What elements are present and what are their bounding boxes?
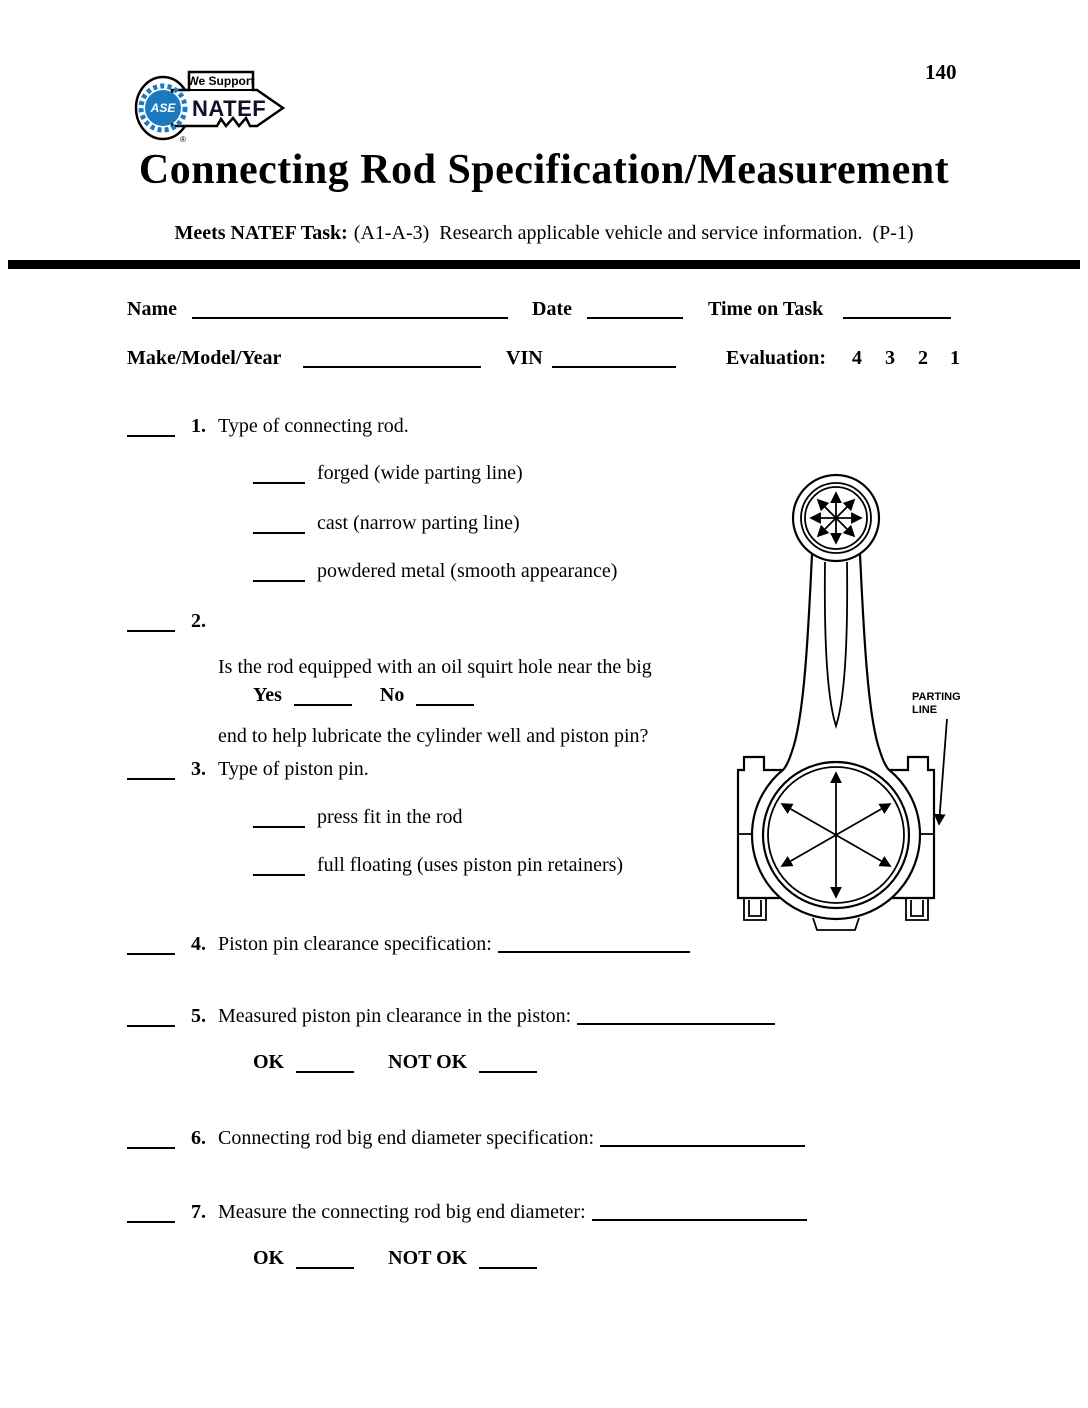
- fill-in-line: [498, 935, 690, 953]
- option-text: powdered metal (smooth appearance): [317, 560, 618, 582]
- yes-label: Yes: [253, 684, 282, 706]
- option-text: full floating (uses piston pin retainers): [317, 854, 624, 876]
- page-title: Connecting Rod Specification/Measurement: [138, 147, 950, 193]
- question-3-option-1: [253, 806, 463, 829]
- question-text-line-1: Is the rod equipped with an oil squirt hole near the big: [218, 656, 652, 678]
- parting-line-label-2: LINE: [912, 704, 938, 716]
- question-1-option-2: [253, 512, 520, 535]
- vin-label: VIN: [506, 347, 543, 369]
- no-blank: [416, 704, 474, 706]
- bore-measure-arrows: [782, 773, 890, 897]
- question-5-ok-notok: [253, 1051, 565, 1074]
- natef-logo: [132, 54, 296, 148]
- right-bolt-nut: [911, 900, 923, 916]
- question-number: 2.: [191, 610, 206, 632]
- evaluation-label: Evaluation:: [726, 347, 827, 369]
- fill-in-line: [577, 1007, 775, 1025]
- question-1-option-3: [253, 560, 617, 583]
- question-text: Type of connecting rod.: [218, 415, 409, 437]
- evaluation-score-4: 4: [852, 347, 862, 369]
- question-number: 7.: [191, 1201, 206, 1223]
- no-label: No: [379, 684, 405, 706]
- question-text: Type of piston pin.: [218, 758, 369, 780]
- question-text: [218, 1200, 807, 1224]
- date-label: Date: [532, 298, 572, 320]
- fill-in-line: [592, 1203, 807, 1221]
- time-on-task-label: Time on Task: [708, 298, 824, 320]
- question-text-inline: Connecting rod big end diameter specification:: [218, 1127, 594, 1149]
- answer-blank: [127, 778, 175, 780]
- ok-label: OK: [253, 1051, 285, 1073]
- option-blank: [253, 580, 305, 582]
- ok-blank: [296, 1071, 354, 1073]
- question-number: 5.: [191, 1005, 206, 1027]
- question-3: [127, 758, 369, 781]
- question-2-yes-no: [253, 684, 502, 707]
- question-5: [127, 1004, 775, 1028]
- question-number: 1.: [191, 415, 206, 437]
- parting-line-arrow: [939, 719, 947, 824]
- not-ok-blank: [479, 1071, 537, 1073]
- task-label: Meets NATEF Task:: [174, 222, 348, 244]
- question-text: [218, 1004, 775, 1028]
- question-number: 3.: [191, 758, 206, 780]
- make-field-line: [303, 347, 481, 368]
- natef-task-line: [0, 222, 1088, 245]
- registered-mark: ®: [180, 135, 186, 144]
- beam-web-line: [825, 562, 847, 726]
- evaluation-score-3: 3: [885, 347, 895, 369]
- time-field-line: [843, 298, 951, 319]
- answer-blank: [127, 1221, 175, 1223]
- question-number: 6.: [191, 1127, 206, 1149]
- question-text: [218, 1126, 805, 1150]
- ok-label: OK: [253, 1247, 285, 1269]
- info-row-1: [0, 298, 1088, 326]
- make-model-year-label: Make/Model/Year: [127, 347, 282, 369]
- question-text-inline: Measure the connecting rod big end diameter:: [218, 1201, 586, 1223]
- connecting-rod-figure: [728, 460, 984, 946]
- answer-blank: [127, 435, 175, 437]
- question-1-option-1: [253, 462, 523, 485]
- option-text: forged (wide parting line): [317, 462, 523, 484]
- question-number: 4.: [191, 933, 206, 955]
- not-ok-label: NOT OK: [388, 1051, 468, 1073]
- answer-blank: [127, 1147, 175, 1149]
- ok-blank: [296, 1267, 354, 1269]
- yes-blank: [294, 704, 352, 706]
- name-field-line: [192, 298, 508, 319]
- ase-text: ASE: [150, 101, 176, 115]
- we-support-text: We Support: [187, 74, 255, 88]
- question-6: [127, 1126, 805, 1150]
- question-4: [127, 932, 690, 956]
- answer-blank: [127, 953, 175, 955]
- beam-right-edge: [860, 554, 888, 769]
- option-blank: [253, 482, 305, 484]
- beam-left-edge: [784, 554, 812, 769]
- answer-blank: [127, 1025, 175, 1027]
- small-end-radial-arrows: [811, 493, 861, 543]
- question-text-inline: Piston pin clearance specification:: [218, 933, 492, 955]
- answer-blank: [127, 630, 175, 632]
- fill-in-line: [600, 1129, 805, 1147]
- question-1: [127, 415, 409, 438]
- divider-rule: [8, 260, 1080, 269]
- evaluation-score-1: 1: [950, 347, 960, 369]
- option-blank: [253, 532, 305, 534]
- not-ok-label: NOT OK: [388, 1247, 468, 1269]
- question-7-ok-notok: [253, 1247, 565, 1270]
- question-text: [218, 932, 690, 956]
- option-blank: [253, 826, 305, 828]
- question-text-inline: Measured piston pin clearance in the piston:: [218, 1005, 572, 1027]
- question-7: [127, 1200, 807, 1224]
- evaluation-score-2: 2: [918, 347, 928, 369]
- question-text-line-2: end to help lubricate the cylinder well and piston pin?: [218, 725, 649, 747]
- option-blank: [253, 874, 305, 876]
- date-field-line: [587, 298, 683, 319]
- natef-text: NATEF: [192, 96, 267, 121]
- parting-line-label-1: PARTING: [912, 691, 961, 703]
- question-3-option-2: [253, 854, 623, 877]
- vin-field-line: [552, 347, 676, 368]
- option-text: cast (narrow parting line): [317, 512, 520, 534]
- task-text: (A1-A-3) Research applicable vehicle and service information. (P-1): [353, 222, 914, 244]
- left-bolt-nut: [749, 900, 761, 916]
- name-label: Name: [127, 298, 177, 320]
- info-row-2: [0, 347, 1088, 375]
- page-number: 140: [925, 60, 957, 84]
- option-text: press fit in the rod: [317, 806, 463, 828]
- not-ok-blank: [479, 1267, 537, 1269]
